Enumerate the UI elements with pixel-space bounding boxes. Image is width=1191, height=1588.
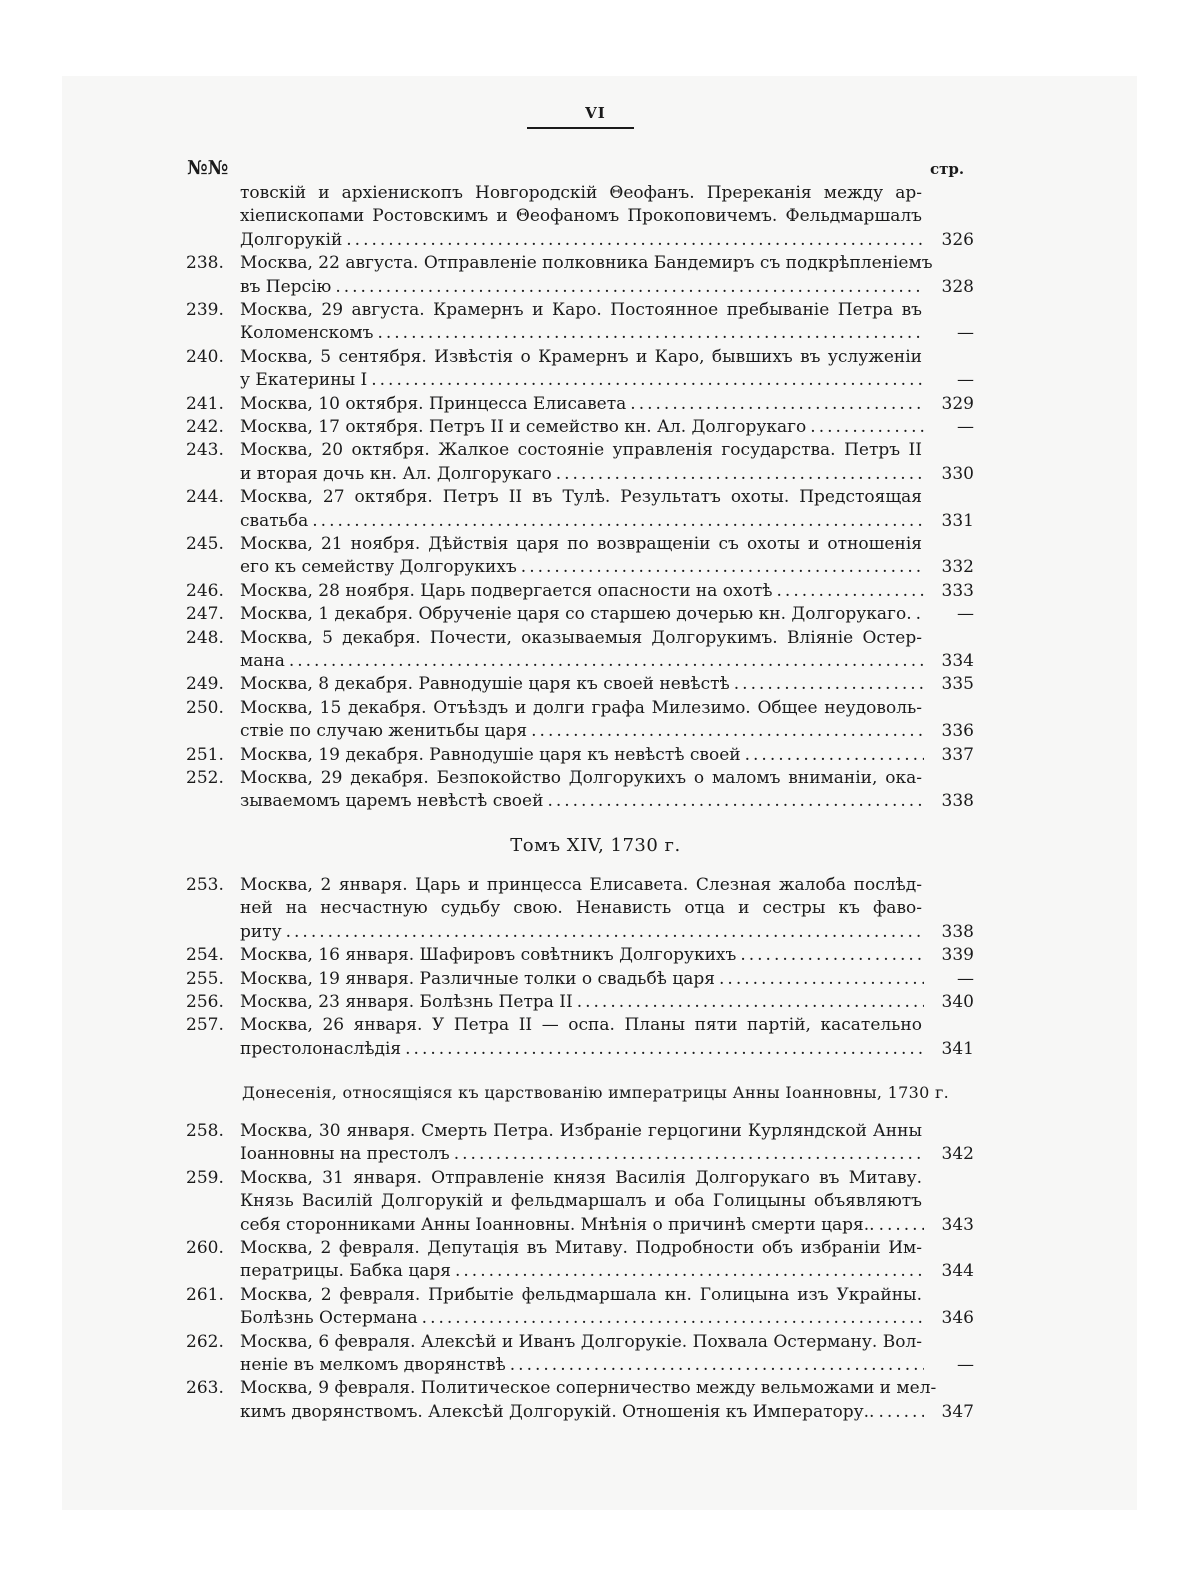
entry-text-line: Князь Василій Долгорукій и фельдмаршалъ и оба Голицыны объявляютъ <box>240 1191 922 1212</box>
entry-last-line <box>186 1214 974 1237</box>
toc-entry <box>186 182 974 252</box>
section-heading: Донесенія, относящіяся къ царствованію императрицы Анны Іоанновны, 1730 г. <box>241 1083 950 1102</box>
toc-entry <box>186 439 974 486</box>
dot-leader <box>577 991 924 1014</box>
column-header-pages: стр. <box>930 160 965 178</box>
entry-text-line: Москва, 22 августа. Отправленіе полковника Бандемиръ съ подкрѣпленіемъ <box>240 253 933 274</box>
entry-text-line: сватьба <box>240 510 309 531</box>
dot-leader <box>405 1038 924 1061</box>
entry-last-line <box>186 1307 974 1330</box>
toc-entry <box>186 673 974 696</box>
dot-leader <box>346 229 924 252</box>
entry-last-line <box>186 416 974 439</box>
page-number: 344 <box>941 1261 974 1282</box>
toc-entry <box>186 299 974 346</box>
page-folio: VI <box>585 104 606 122</box>
entry-last-line <box>186 1038 974 1061</box>
page-number: 329 <box>941 393 974 414</box>
entry-last-line <box>186 556 974 579</box>
entry-text-line: Москва, 10 октября. Принцесса Елисавета <box>240 393 627 414</box>
entry-text-line: Москва, 29 декабря. Безпокойство Долгорукихъ о маломъ вниманіи, ока- <box>240 768 922 788</box>
page-number: — <box>957 323 974 344</box>
entry-number: 251. <box>186 744 224 765</box>
dot-leader <box>289 650 924 673</box>
entry-number: 238. <box>186 253 224 274</box>
toc-entry <box>186 744 974 767</box>
toc-entry <box>186 767 974 814</box>
page-number: 347 <box>941 1401 974 1422</box>
dot-leader <box>740 944 924 967</box>
toc-entry <box>186 580 974 603</box>
entry-text-line: Іоанновны на престолъ <box>240 1144 450 1165</box>
dot-leader <box>286 921 924 944</box>
entry-last-line <box>186 673 974 696</box>
entry-last-line <box>186 1354 974 1377</box>
toc-entry <box>186 968 974 991</box>
entry-text-line: Москва, 2 февраля. Депутація въ Митаву. Подробности объ избраніи Им- <box>240 1238 922 1258</box>
page-number: 346 <box>941 1308 974 1329</box>
toc-entry <box>186 944 974 967</box>
page-number: 343 <box>941 1214 974 1235</box>
entry-text-line: хіепископами Ростовскимъ и Θеофаномъ Прокоповичемъ. Фельдмаршалъ <box>240 206 922 227</box>
toc-entry <box>186 252 974 299</box>
toc-entry <box>186 1377 974 1424</box>
toc-entry <box>186 533 974 580</box>
dot-leader <box>422 1307 924 1330</box>
entry-number: 239. <box>186 300 224 320</box>
entry-number: 243. <box>186 440 224 461</box>
entry-text-line: Москва, 30 января. Смерть Петра. Избраніе герцогини Курляндской Анны <box>240 1121 922 1141</box>
volume-heading: Томъ XIV, 1730 г. <box>510 835 681 856</box>
entry-text-line: Москва, 15 декабря. Отъѣздъ и долги графа Милезимо. Общее неудоволь- <box>240 697 922 718</box>
toc-entry <box>186 627 974 674</box>
entry-text-line: его къ семейству Долгорукихъ <box>240 557 517 578</box>
entry-last-line <box>186 991 974 1014</box>
toc-entry <box>186 1167 974 1237</box>
entry-number: 242. <box>186 417 224 437</box>
entry-text-line: Москва, 20 октября. Жалкое состояніе управленія государства. Петръ II <box>240 440 922 461</box>
entry-text-line: неніе въ мелкомъ дворянствѣ <box>240 1354 506 1375</box>
entry-last-line <box>186 510 974 533</box>
dot-leader <box>810 416 924 439</box>
dot-leader <box>371 369 924 392</box>
dot-leader <box>556 463 924 486</box>
entry-text-line: зываемомъ царемъ невѣстѣ своей <box>240 791 544 812</box>
dot-leader <box>377 322 924 345</box>
page-number: 339 <box>941 945 974 966</box>
entry-number: 254. <box>186 945 224 966</box>
entry-last-line <box>186 580 974 603</box>
page-number: — <box>957 417 974 437</box>
page-number: 337 <box>941 744 974 765</box>
page-number: 341 <box>941 1038 974 1059</box>
column-header-numbers: №№ <box>187 157 229 179</box>
entry-number: 247. <box>186 604 224 625</box>
entry-text-line: Москва, 27 октября. Петръ II въ Тулѣ. Результатъ охоты. Предстоящая <box>240 487 922 508</box>
entry-text-line: кимъ дворянствомъ. Алексѣй Долгорукій. Отношенія къ Императору.. <box>240 1401 875 1422</box>
entry-text-line: Москва, 29 августа. Крамернъ и Каро. Постоянное пребываніе Петра въ <box>240 300 922 320</box>
page-number: 338 <box>941 791 974 812</box>
entry-text-line: Москва, 21 ноября. Дѣйствія царя по возвращеніи съ охоты и отношенія <box>240 534 922 554</box>
dot-leader <box>916 603 924 626</box>
entry-number: 255. <box>186 968 224 989</box>
entry-number: 245. <box>186 534 224 554</box>
entry-number: 253. <box>186 875 224 895</box>
dot-leader <box>531 720 924 743</box>
dot-leader <box>510 1354 924 1377</box>
page-number: 332 <box>941 557 974 578</box>
toc-entry <box>186 874 974 944</box>
dot-leader <box>521 556 924 579</box>
dot-leader <box>879 1214 924 1237</box>
dot-leader <box>547 790 924 813</box>
toc-entry <box>186 346 974 393</box>
entry-text-line: ператрицы. Бабка царя <box>240 1261 451 1282</box>
dot-leader <box>454 1143 924 1166</box>
entry-text-line: товскій и архіенископъ Новгородскій Θеофанъ. Пререканія между ар- <box>240 183 922 203</box>
entry-last-line <box>186 276 974 299</box>
entry-last-line <box>186 1143 974 1166</box>
dot-leader <box>777 580 924 603</box>
entry-text-line: Москва, 2 января. Царь и принцесса Елисавета. Слезная жалоба послѣд- <box>240 875 922 895</box>
entry-number: 252. <box>186 768 224 788</box>
entry-number: 259. <box>186 1167 224 1188</box>
entry-text-line: Москва, 2 февраля. Прибытіе фельдмаршала кн. Голицына изъ Украйны. <box>240 1284 922 1305</box>
entry-number: 257. <box>186 1015 224 1036</box>
dot-leader <box>455 1260 924 1283</box>
toc-entry <box>186 603 974 626</box>
entry-last-line <box>186 921 974 944</box>
toc-entry <box>186 393 974 416</box>
entry-last-line <box>186 369 974 392</box>
toc-entry <box>186 991 974 1014</box>
entry-last-line <box>186 322 974 345</box>
entry-last-line <box>186 393 974 416</box>
toc-entry <box>186 486 974 533</box>
entry-last-line <box>186 744 974 767</box>
dot-leader <box>719 968 924 991</box>
page-number: 331 <box>941 510 974 531</box>
toc-entry <box>186 1237 974 1284</box>
entry-text-line: Москва, 31 января. Отправленіе князя Василія Долгорукаго въ Митаву. <box>240 1167 922 1188</box>
entry-text-line: Москва, 17 октября. Петръ II и семейство кн. Ал. Долгорукаго <box>240 417 807 437</box>
dot-leader <box>312 510 924 533</box>
page-number: 342 <box>941 1144 974 1165</box>
entry-text-line: престолонаслѣдія <box>240 1038 402 1059</box>
page-number: — <box>957 370 974 391</box>
toc-entry <box>186 416 974 439</box>
entry-last-line <box>186 968 974 991</box>
page-number: — <box>957 968 974 989</box>
entry-text-line: риту <box>240 921 282 942</box>
entry-last-line <box>186 1260 974 1283</box>
entry-text-line: и вторая дочь кн. Ал. Долгорукаго <box>240 463 552 484</box>
entry-text-line: Москва, 1 декабря. Обрученіе царя со старшею дочерью кн. Долгорукаго. <box>240 604 912 625</box>
entry-last-line <box>186 229 974 252</box>
toc-entry <box>186 1014 974 1061</box>
entry-number: 246. <box>186 580 224 601</box>
entry-text-line: себя сторонниками Анны Іоанновны. Мнѣнія о причинѣ смерти царя.. <box>240 1214 875 1235</box>
entry-last-line <box>186 603 974 626</box>
entry-text-line: ствіе по случаю женитьбы царя <box>240 721 528 742</box>
entry-number: 249. <box>186 674 224 695</box>
page-number: 334 <box>941 650 974 671</box>
entry-number: 263. <box>186 1378 224 1399</box>
entry-last-line <box>186 650 974 673</box>
toc-entry <box>186 1331 974 1378</box>
page-number: 340 <box>941 992 974 1012</box>
entry-number: 260. <box>186 1238 224 1258</box>
entry-text-line: Москва, 6 февраля. Алексѣй и Иванъ Долгорукіе. Похвала Остерману. Вол- <box>240 1331 922 1352</box>
entry-text-line: у Екатерины I <box>240 370 368 391</box>
entry-text-line: Москва, 19 января. Различные толки о свадьбѣ царя <box>240 968 716 989</box>
entry-number: 262. <box>186 1331 224 1352</box>
entry-text-line: Москва, 5 декабря. Почести, оказываемыя Долгорукимъ. Вліяніе Остер- <box>240 627 922 648</box>
toc-entry <box>186 1120 974 1167</box>
entry-last-line <box>186 463 974 486</box>
entry-number: 256. <box>186 992 224 1012</box>
page-number: 335 <box>941 674 974 695</box>
entry-text-line: мана <box>240 650 285 671</box>
page-number: 330 <box>941 463 974 484</box>
entry-number: 248. <box>186 627 224 648</box>
entry-number: 250. <box>186 697 224 718</box>
dot-leader <box>745 744 924 767</box>
entry-text-line: Москва, 5 сентября. Извѣстія о Крамернъ и Каро, бывшихъ въ услуженіи <box>240 346 922 367</box>
page-number: 338 <box>941 921 974 942</box>
entry-text-line: Москва, 8 декабря. Равнодушіе царя къ своей невѣстѣ <box>240 674 730 695</box>
entry-text-line: Москва, 28 ноября. Царь подвергается опасности на охотѣ <box>240 580 773 601</box>
entry-number: 258. <box>186 1121 224 1141</box>
dot-leader <box>630 393 924 416</box>
entry-number: 241. <box>186 393 224 414</box>
toc-entry <box>186 1284 974 1331</box>
entry-number: 240. <box>186 346 224 367</box>
dot-leader <box>734 673 924 696</box>
page-number: — <box>957 1354 974 1375</box>
folio-rule <box>527 127 634 129</box>
entry-last-line <box>186 720 974 743</box>
page-number: 328 <box>941 276 974 297</box>
entry-text-line: Москва, 16 января. Шафировъ совѣтникъ Долгорукихъ <box>240 945 737 966</box>
entry-number: 244. <box>186 487 224 508</box>
page-number: 336 <box>941 721 974 742</box>
entry-text-line: Москва, 19 декабря. Равнодушіе царя къ невѣстѣ своей <box>240 744 741 765</box>
entry-text-line: въ Персію <box>240 276 332 297</box>
page-number: — <box>957 604 974 625</box>
entry-text-line: Болѣзнь Остермана <box>240 1308 418 1329</box>
entry-number: 261. <box>186 1284 224 1305</box>
entry-text-line: Москва, 23 января. Болѣзнь Петра II <box>240 992 573 1012</box>
entry-text-line: Москва, 9 февраля. Политическое соперничество между вельможами и мел- <box>240 1378 937 1399</box>
entry-last-line <box>186 790 974 813</box>
dot-leader <box>335 276 924 299</box>
entry-last-line <box>186 944 974 967</box>
entry-text-line: Коломенскомъ <box>240 323 374 344</box>
page-number: 333 <box>941 580 974 601</box>
page-number: 326 <box>941 229 974 250</box>
entry-last-line <box>186 1401 974 1424</box>
entry-text-line: ней на несчастную судьбу свою. Ненависть отца и сестры къ фаво- <box>240 898 922 919</box>
toc-entry <box>186 697 974 744</box>
dot-leader <box>878 1401 924 1424</box>
entry-text-line: Москва, 26 января. У Петра II — оспа. Планы пяти партій, касательно <box>240 1015 922 1036</box>
entry-text-line: Долгорукій <box>240 229 343 250</box>
